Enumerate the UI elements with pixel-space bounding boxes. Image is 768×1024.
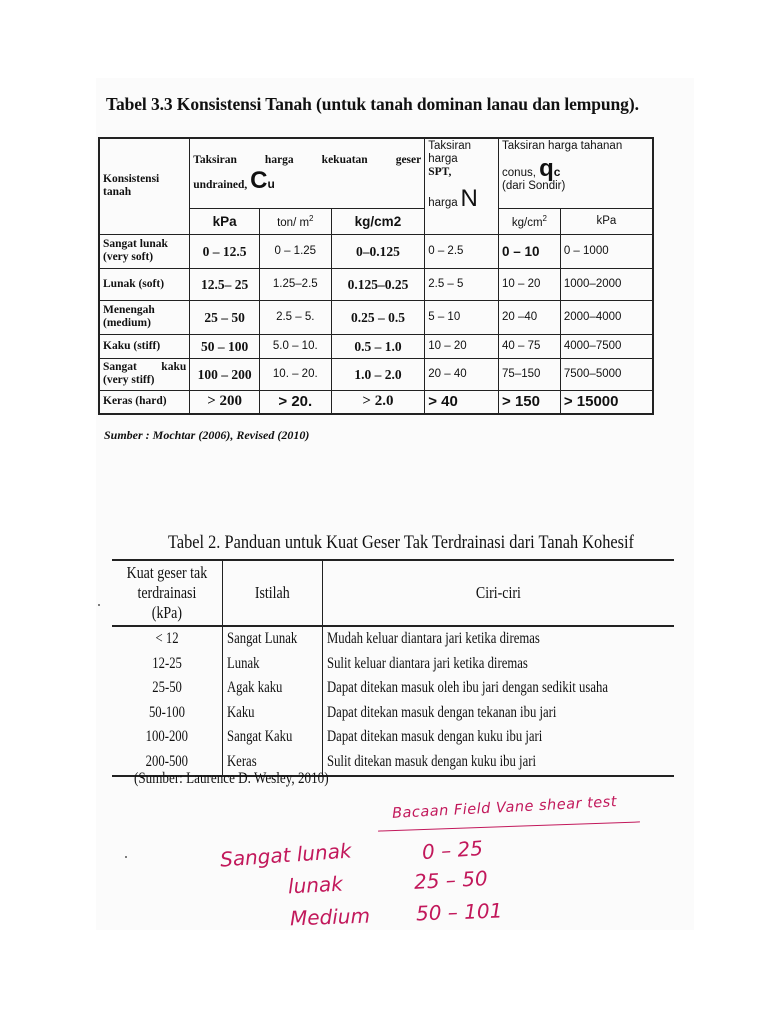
value-istilah: Kaku — [222, 701, 323, 726]
value-conus-kg: 10 – 20 — [499, 268, 561, 300]
value-spt: 10 – 20 — [425, 334, 499, 358]
value-conus-kpa: 7500–5000 — [560, 358, 653, 390]
table-row — [112, 676, 674, 701]
table-row — [112, 725, 674, 750]
table-row — [112, 626, 674, 652]
value-ton: 10. – 20. — [259, 358, 331, 390]
unit-kgcm2: kg/cm2 — [331, 208, 425, 234]
table1-source: Sumber : Mochtar (2006), Revised (2010) — [104, 428, 310, 442]
value-kpa: > 200 — [190, 390, 260, 414]
unit-conus-kpa: kPa — [560, 208, 653, 234]
qc-subscript: c — [553, 165, 561, 179]
value-conus-kpa: 2000–4000 — [560, 300, 653, 334]
value-kuat-geser: 200-500 — [112, 750, 222, 776]
table-row — [112, 701, 674, 726]
value-kuat-geser: 50-100 — [112, 701, 222, 726]
value-kpa: 100 – 200 — [190, 358, 260, 390]
value-kpa: 50 – 100 — [190, 334, 260, 358]
value-istilah: Sangat Lunak — [222, 626, 323, 652]
handwritten-label: Sangat lunak — [219, 838, 353, 872]
header-kekuatan-line1: Taksiran harga kekuatan geser — [193, 154, 422, 167]
table-row — [112, 652, 674, 677]
value-conus-kg: 0 – 10 — [499, 234, 561, 268]
value-conus-kpa: > 15000 — [560, 390, 653, 414]
handwritten-range: 50 – 101 — [415, 898, 503, 926]
header-kekuatan-geser — [190, 138, 425, 208]
value-conus-kg: 20 –40 — [499, 300, 561, 334]
header-conus-line3: (dari Sondir) — [502, 180, 566, 192]
unit-ton: ton/ $m^2$ — [259, 208, 331, 234]
consistency-name: Sangat kaku (very stiff) — [99, 358, 190, 390]
value-ciri: Sulit ditekan masuk dengan kuku ibu jari — [327, 752, 537, 770]
header-ciri: Ciri-ciri — [323, 560, 674, 626]
cu-symbol: C — [250, 167, 268, 195]
value-ton: 0 – 1.25 — [259, 234, 331, 268]
value-ciri: Sulit keluar diantara jari ketika diremas — [327, 654, 529, 672]
handwritten-title: Bacaan Field Vane shear test — [391, 794, 618, 822]
consistency-name: Kaku (stiff) — [99, 334, 190, 358]
value-ciri: Dapat ditekan masuk dengan kuku ibu jari — [327, 728, 543, 746]
value-ciri: Dapat ditekan masuk dengan tekanan ibu jari — [327, 703, 557, 721]
header-conus — [499, 138, 653, 208]
table-row — [99, 390, 653, 414]
consistency-name: Keras (hard) — [99, 390, 190, 414]
value-istilah: Keras — [222, 750, 323, 776]
consistency-name: Lunak (soft) — [99, 268, 190, 300]
value-kgcm2: 0.125–0.25 — [331, 268, 425, 300]
value-ton: 2.5 – 5. — [259, 300, 331, 334]
table-row — [99, 358, 653, 390]
value-kgcm2: 0–0.125 — [331, 234, 425, 268]
value-spt: 20 – 40 — [425, 358, 499, 390]
value-ton: 5.0 – 10. — [259, 334, 331, 358]
unit-kpa: kPa — [190, 208, 260, 234]
header-spt-line2: harga — [428, 153, 458, 165]
table-row — [99, 234, 653, 268]
table-row — [99, 334, 653, 358]
value-istilah: Sangat Kaku — [222, 725, 323, 750]
consistency-name: Menengah (medium) — [99, 300, 190, 334]
header-spt — [425, 138, 499, 234]
table1-body — [99, 234, 653, 414]
value-conus-kpa: 1000–2000 — [560, 268, 653, 300]
value-conus-kg: > 150 — [499, 390, 561, 414]
value-spt: 5 – 10 — [425, 300, 499, 334]
handwritten-label: lunak — [287, 871, 344, 899]
value-conus-kpa: 4000–7500 — [560, 334, 653, 358]
value-spt: > 40 — [425, 390, 499, 414]
value-kuat-geser: < 12 — [112, 626, 222, 652]
handwritten-range: 25 – 50 — [413, 866, 489, 894]
value-kpa: 25 – 50 — [190, 300, 260, 334]
value-kpa: 0 – 12.5 — [190, 234, 260, 268]
table1-title: Tabel 3.3 Konsistensi Tanah (untuk tanah dominan lanau dan lempung). — [106, 94, 639, 114]
value-conus-kpa: 0 – 1000 — [560, 234, 653, 268]
value-kuat-geser: 25-50 — [112, 676, 222, 701]
header-kuat-geser: Kuat geser tak terdrainasi (kPa) — [112, 560, 222, 626]
header-spt-line1: Taksiran — [428, 140, 472, 152]
value-istilah: Lunak — [222, 652, 323, 677]
header-conus-line1: Taksiran harga tahanan — [502, 140, 623, 152]
value-ciri: Dapat ditekan masuk oleh ibu jari dengan sedikit usaha — [327, 679, 609, 697]
unit-conus-kg: $kg/cm^2$ — [499, 208, 561, 234]
value-conus-kg: 75–150 — [499, 358, 561, 390]
value-ciri: Mudah keluar diantara jari ketika diremas — [327, 630, 541, 647]
handwritten-label: Medium — [289, 903, 371, 931]
value-conus-kg: 40 – 75 — [499, 334, 561, 358]
n-symbol: N — [460, 185, 478, 212]
table2-body — [112, 626, 674, 776]
consistency-table — [98, 137, 654, 415]
header-istilah: Istilah — [222, 560, 323, 626]
shear-strength-table — [112, 559, 674, 777]
header-spt-line3: SPT, — [428, 166, 452, 178]
value-kuat-geser: 100-200 — [112, 725, 222, 750]
value-kgcm2: 0.5 – 1.0 — [331, 334, 425, 358]
header-kekuatan-line2: undrained, — [193, 179, 248, 192]
value-kgcm2: 0.25 – 0.5 — [331, 300, 425, 334]
value-spt: 0 – 2.5 — [425, 234, 499, 268]
value-ton: 1.25–2.5 — [259, 268, 331, 300]
value-spt: 2.5 – 5 — [425, 268, 499, 300]
qc-symbol: q — [539, 155, 554, 182]
cu-subscript: u — [267, 177, 275, 192]
header-conus-line2: conus, — [502, 167, 536, 179]
table2-source: (Sumber: Laurence D. Wesley, 2010) — [134, 770, 329, 787]
handwritten-range: 0 – 25 — [421, 835, 484, 865]
table-row — [99, 300, 653, 334]
table-row — [99, 268, 653, 300]
header-spt-harga: harga — [428, 197, 458, 209]
scan-speck — [125, 856, 127, 858]
value-kgcm2: > 2.0 — [331, 390, 425, 414]
scan-speck — [98, 604, 100, 606]
header-konsistensi: Konsistensi tanah — [99, 138, 190, 234]
value-kpa: 12.5– 25 — [190, 268, 260, 300]
value-istilah: Agak kaku — [222, 676, 323, 701]
consistency-name: Sangat lunak (very soft) — [99, 234, 190, 268]
value-kgcm2: 1.0 – 2.0 — [331, 358, 425, 390]
value-kuat-geser: 12-25 — [112, 652, 222, 677]
value-ton: > 20. — [259, 390, 331, 414]
table2-title: Tabel 2. Panduan untuk Kuat Geser Tak Terdrainasi dari Tanah Kohesif — [168, 532, 634, 553]
